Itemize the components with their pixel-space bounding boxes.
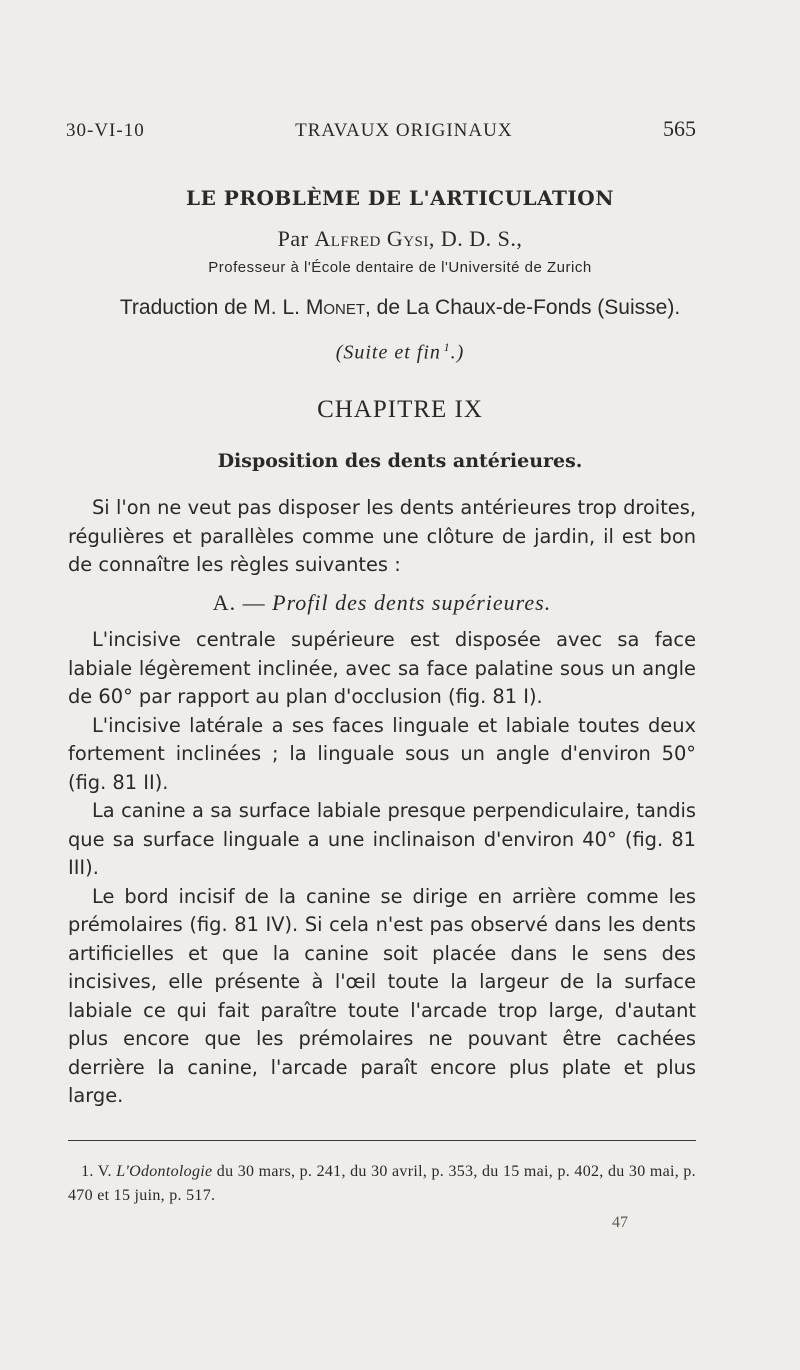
footnote xyxy=(68,1160,696,1208)
translation-suffix: , de La Chaux-de-Fonds (Suisse). xyxy=(365,296,681,319)
article-title: LE PROBLÈME DE L'ARTICULATION xyxy=(186,186,614,210)
author-prefix: Par xyxy=(277,226,309,251)
section-letter: A. — xyxy=(212,589,266,615)
footnote-prefix: V. xyxy=(97,1163,112,1180)
paragraph-lateral-incisor: L'incisive latérale a ses faces linguale et labiale toutes deux fortement inclinées ; la linguale sous un angle d'environ 50° (fig. 81 II). xyxy=(68,713,696,794)
continuation-end: .) xyxy=(450,341,465,364)
printer-signature: 47 xyxy=(612,1214,628,1231)
continuation-text: (Suite et fin xyxy=(335,341,441,364)
author-name: Alfred Gysi xyxy=(314,226,429,251)
translation-credit xyxy=(60,296,740,320)
chapter-subheading: Disposition des dents antérieures. xyxy=(217,450,583,472)
footnote-text: du 30 mars, p. 241, du 30 avril, p. 353, du 15 mai, p. 402, du 30 mai, p. 470 et 15 juin, p. 517. xyxy=(68,1163,696,1204)
chapter-heading: CHAPITRE IX xyxy=(317,396,483,423)
translator-name: Monet xyxy=(305,296,365,319)
author-line xyxy=(130,226,670,252)
page-number: 565 xyxy=(663,116,696,141)
running-title: TRAVAUX ORIGINAUX xyxy=(295,120,513,141)
paragraph-central-incisor: L'incisive centrale supérieure est disposée avec sa face labiale légèrement inclinée, avec sa face palatine sous un angle de 60° par rapport au plan d'occlusion (fig. 81 I). xyxy=(68,628,696,708)
continuation-note xyxy=(130,340,670,365)
author-suffix: , D. D. S., xyxy=(428,226,523,251)
footnote-marker: 1. xyxy=(81,1163,94,1180)
footnote-journal: L'Odontologie xyxy=(116,1163,213,1180)
header-date: 30-VI-10 xyxy=(66,120,145,141)
paragraph-intro: Si l'on ne veut pas disposer les dents antérieures trop droites, régulières et parallèles comme une clôture de jardin, il est bon de connaître les règles suivantes : xyxy=(68,496,696,576)
paragraph-canine: La canine a sa surface labiale presque perpendiculaire, tandis que sa surface linguale a une inclinaison d'environ 40° (fig. 81 III). xyxy=(68,799,696,879)
translation-prefix: Traduction de M. L. xyxy=(119,296,300,319)
paragraph-incisal-edge: Le bord incisif de la canine se dirige en arrière comme les prémolaires (fig. 81 IV). Si cela n'est pas observé dans les dents artificielles et que la canine soit placée dans le sens des incisives, elle présente à l'œil toute la largeur de la surface labiale ce qui fait paraître toute l'arcade trop large, d'autant plus encore que les prémolaires ne pouvant être cachées derrière la canine, l'arcade paraît encore plus plate et plus large. xyxy=(68,884,696,1107)
section-title: Profil des dents supérieures. xyxy=(272,589,552,615)
footnote-reference: 1 xyxy=(443,340,451,354)
footnote-divider xyxy=(68,1140,696,1141)
author-affiliation: Professeur à l'École dentaire de l'Université de Zurich xyxy=(208,259,592,276)
body-text xyxy=(68,494,696,1111)
running-header xyxy=(66,116,696,142)
section-heading xyxy=(68,589,696,618)
